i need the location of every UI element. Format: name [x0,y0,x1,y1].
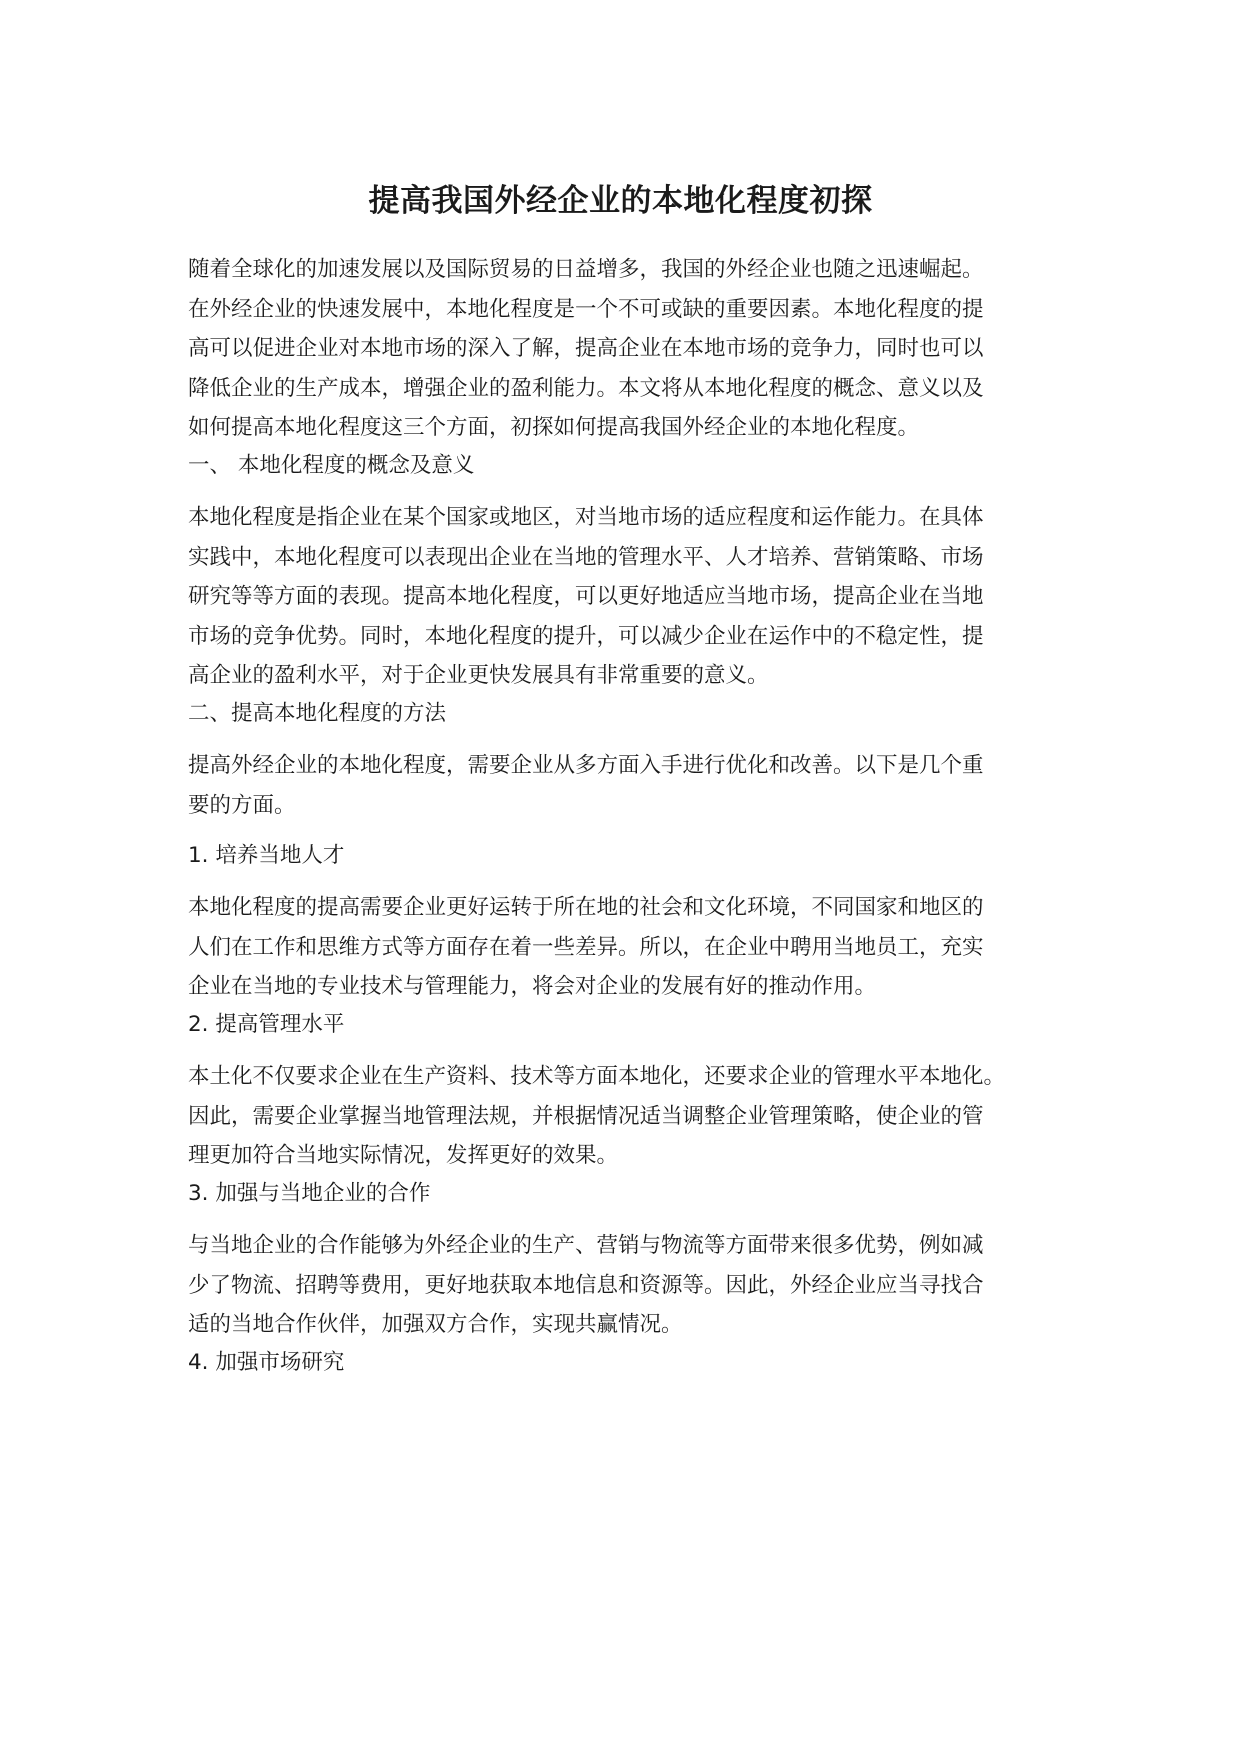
item-3-paragraph [188,1226,1048,1345]
paragraph-line: 人们在工作和思维方式等方面存在着一些差异。所以，在企业中聘用当地员工，充实 [188,934,984,960]
paragraph-line: 理更加符合当地实际情况，发挥更好的效果。 [188,1143,619,1168]
intro-paragraph [188,250,1048,448]
paragraph-line: 因此，需要企业掌握当地管理法规，并根据情况适当调整企业管理策略，使企业的管 [188,1103,984,1129]
paragraph-line: 企业在当地的专业技术与管理能力，将会对企业的发展有好的推动作用。 [188,974,877,999]
item-2-heading: 2. 提高管理水平 [188,1012,345,1037]
section-2-paragraph [188,746,1048,825]
paragraph-line: 本地化程度的提高需要企业更好运转于所在地的社会和文化环境，不同国家和地区的 [188,895,984,920]
item-4-heading: 4. 加强市场研究 [188,1350,345,1375]
paragraph-line: 提高外经企业的本地化程度，需要企业从多方面入手进行优化和改善。以下是几个重 [188,753,984,778]
document-title: 提高我国外经企业的本地化程度初探 [368,183,873,219]
paragraph-line: 随着全球化的加速发展以及国际贸易的日益增多，我国的外经企业也随之迅速崛起。 [188,257,984,282]
item-2-paragraph [188,1057,1048,1176]
paragraph-line: 降低企业的生产成本，增强企业的盈利能力。本文将从本地化程度的概念、意义以及 [188,375,984,401]
section-2-heading: 二、提高本地化程度的方法 [188,701,447,726]
paragraph-line: 实践中，本地化程度可以表现出企业在当地的管理水平、人才培养、营销策略、市场 [188,544,984,570]
paragraph-line: 市场的竞争优势。同时，本地化程度的提升，可以减少企业在运作中的不稳定性，提 [188,623,984,649]
paragraph-line: 与当地企业的合作能够为外经企业的生产、营销与物流等方面带来很多优势，例如减 [188,1233,984,1258]
paragraph-line: 高企业的盈利水平，对于企业更快发展具有非常重要的意义。 [188,663,769,688]
paragraph-line: 研究等等方面的表现。提高本地化程度，可以更好地适应当地市场，提高企业在当地 [188,584,984,609]
paragraph-line: 本土化不仅要求企业在生产资料、技术等方面本地化，还要求企业的管理水平本地化。 [188,1064,1006,1089]
section-1-paragraph [188,498,1048,696]
item-1-heading: 1. 培养当地人才 [188,843,345,868]
paragraph-line: 如何提高本地化程度这三个方面，初探如何提高我国外经企业的本地化程度。 [188,415,920,440]
item-3-heading: 3. 加强与当地企业的合作 [188,1181,431,1206]
paragraph-line: 在外经企业的快速发展中，本地化程度是一个不可或缺的重要因素。本地化程度的提 [188,296,984,322]
section-1-heading: 一、 本地化程度的概念及意义 [188,453,475,478]
item-1-paragraph [188,888,1048,1007]
paragraph-line: 高可以促进企业对本地市场的深入了解，提高企业在本地市场的竞争力，同时也可以 [188,336,984,361]
paragraph-line: 少了物流、招聘等费用，更好地获取本地信息和资源等。因此，外经企业应当寻找合 [188,1272,984,1298]
paragraph-line: 适的当地合作伙伴，加强双方合作，实现共赢情况。 [188,1312,683,1337]
paragraph-line: 要的方面。 [188,792,296,818]
paragraph-line: 本地化程度是指企业在某个国家或地区，对当地市场的适应程度和运作能力。在具体 [188,505,984,530]
